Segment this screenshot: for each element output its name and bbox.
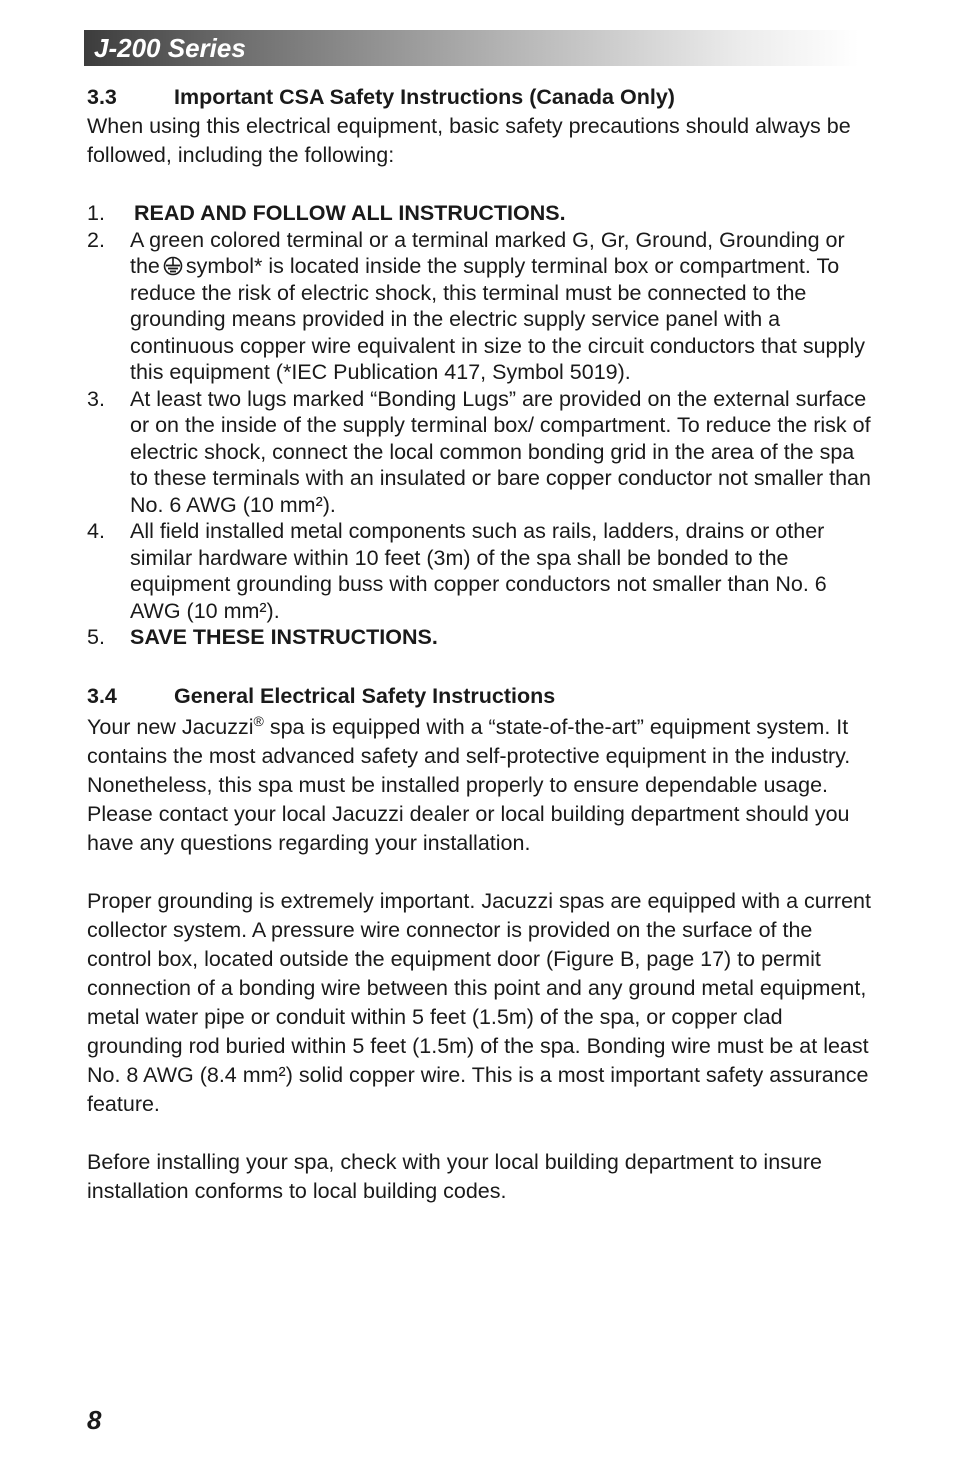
registered-mark: ® [253,712,264,729]
section-title: General Electrical Safety Instructions [174,683,556,708]
section-3-4-paragraph-1 [87,713,877,858]
item-text: SAVE THESE INSTRUCTIONS. [130,625,438,649]
section-number: 3.4 [87,683,117,708]
item-text: At least two lugs marked “Bonding Lugs” are provided on the external surface or on the inside of the supply terminal box/ compartment. To reduce the risk of electric shock, connect the local common bonding grid in the area of the spa to these terminals with an insulated or bare copper conductor not smaller than No. 6 AWG (10 mm²). [130,386,871,517]
paragraph-text: Your new Jacuzzi [87,714,254,739]
section-3-3-heading [87,84,877,110]
header-bar [84,30,859,66]
protective-earth-ground-icon [163,256,183,276]
section-3-4-paragraph-3: Before installing your spa, check with your local building department to insure installation conforms to local building codes. [87,1149,822,1203]
series-title: J-200 Series [94,33,246,63]
list-item [87,624,877,651]
list-item [87,200,877,227]
list-item [87,386,877,519]
item-number: 5. [87,625,105,649]
page-content [87,84,877,1206]
safety-instructions-list [87,200,877,651]
section-3-4-paragraph-2: Proper grounding is extremely important. Jacuzzi spas are equipped with a current collector system. A pressure wire connector is provided on the surface of the control box, located outside the equipment door (Figure B, page 17) to permit connection of a bonding wire between this point and any ground metal equipment, metal water pipe or conduit within 5 feet (1.5m) of the spa, or copper clad grounding rod buried within 5 feet (1.5m) of the spa. Bonding wire must be at least No. 8 AWG (8.4 mm²) solid copper wire. This is a most important safety assurance feature. [87,888,871,1116]
item-text: symbol* is located inside the supply terminal box or compartment. To reduce the risk of electric shock, this terminal must be connected to the grounding means provided in the electric supply service panel with a continuous copper wire equivalent in size to the circuit conductors that supply this equipment (*IEC Publication 417, Symbol 5019). [130,254,865,384]
item-number: 1. [87,201,105,225]
section-title: Important CSA Safety Instructions (Canada Only) [174,85,675,109]
page-number: 8 [87,1405,102,1435]
item-number: 4. [87,519,105,543]
section-number: 3.3 [87,85,117,109]
item-text: READ AND FOLLOW ALL INSTRUCTIONS. [134,201,566,225]
section-3-3-intro: When using this electrical equipment, basic safety precautions should always be followed, including the following: [87,114,851,167]
item-number: 2. [87,227,105,252]
section-3-4-heading [87,683,877,709]
item-number: 3. [87,386,105,411]
list-item [87,227,877,386]
list-item [87,518,877,624]
paragraph-text: spa is equipped with a “state-of-the-art” equipment system. It contains the most advanced safety and self-protective equipment in the industry. Nonetheless, this spa must be installed properly to ensure dependable usage. Please contact your local Jacuzzi dealer or local building department should you have any questions regarding your installation. [87,714,851,855]
item-text: All field installed metal components such as rails, ladders, drains or other similar hardware within 10 feet (3m) of the spa shall be bonded to the equipment grounding buss with copper conductors not smaller than No. 6 AWG (10 mm²). [130,519,827,623]
item-text: A green colored terminal or a terminal marked G, Gr, Ground, Grounding or the [130,227,845,278]
